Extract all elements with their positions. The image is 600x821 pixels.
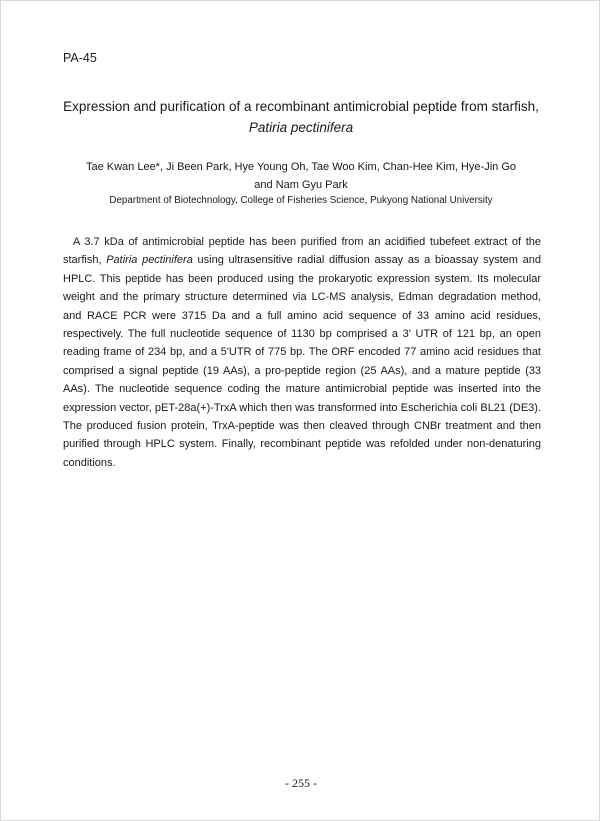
- abstract-body: [63, 233, 541, 472]
- author-list: [41, 158, 561, 194]
- abstract-text-part1: A 3.7 kDa of antimicrobial peptide has been purified from an acidified tubefeet extract of the starfish,: [63, 236, 541, 267]
- authors-line-2: and Nam Gyu Park: [254, 179, 348, 191]
- abstract-code: PA-45: [63, 51, 97, 65]
- abstract-species-name: Patiria pectinifera: [106, 254, 193, 267]
- title-line: Expression and purification of a recombinant antimicrobial peptide from starfish,: [63, 99, 539, 114]
- affiliation: Department of Biotechnology, College of Fisheries Science, Pukyong National University: [109, 195, 493, 206]
- title-species-name: Patiria pectinifera: [248, 120, 354, 135]
- authors-line-1: Tae Kwan Lee*, Ji Been Park, Hye Young Oh, Tae Woo Kim, Chan-Hee Kim, Hye-Jin Go: [85, 161, 517, 173]
- abstract-text-part2: using ultrasensitive radial diffusion assay as a bioassay system and HPLC. This peptide has been produced using the prokaryotic expression system. Its molecular weight and the primary structure determined via LC-MS analysis, Edman degradation method, and RACE PCR were 3715 Da and a full amino acid sequence of 33 amino acid residues, respectively. The full nucleotide sequence of 1130 bp comprised a 3' UTR of 121 bp, an open reading frame of 234 bp, and a 5'UTR of 775 bp. The ORF encoded 77 amino acid residues that comprised a signal peptide (19 AAs), a pro-peptide region (25 AAs), and a mature peptide (33 AAs). The nucleotide sequence coding the mature antimicrobial peptide was inserted into the expression vector, pET-28a(+)-TrxA which then was transformed into Escherichia coli BL21 (DE3). The produced fusion protein, TrxA-peptide was then cleaved through CNBr treatment and then purified through HPLC system. Finally, recombinant peptide was refolded under non-denaturing conditions.: [63, 254, 541, 469]
- page-number: - 255 -: [285, 776, 317, 790]
- paper-title: [41, 96, 561, 138]
